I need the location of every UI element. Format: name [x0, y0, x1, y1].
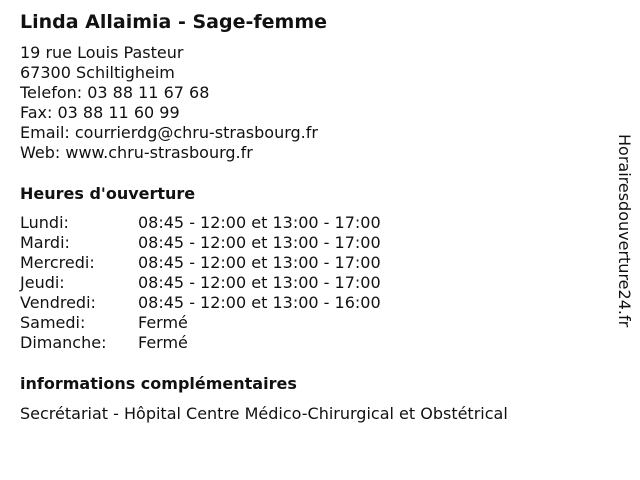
hours-row-wednesday: [20, 253, 381, 273]
hours-row-monday: [20, 213, 381, 233]
additional-info-title: informations complémentaires: [20, 374, 297, 393]
email-address: Email: courrierdg@chru-strasbourg.fr: [20, 123, 318, 142]
time-value: 08:45 - 12:00 et 13:00 - 17:00: [138, 273, 381, 292]
fax-number: Fax: 03 88 11 60 99: [20, 103, 180, 122]
contact-details: [20, 43, 318, 163]
phone-number: Telefon: 03 88 11 67 68: [20, 83, 210, 102]
hours-row-saturday: [20, 313, 381, 333]
page-title: Linda Allaimia - Sage-femme: [20, 11, 328, 33]
hours-row-sunday: [20, 333, 381, 353]
opening-hours-list: [20, 213, 381, 353]
hours-row-friday: [20, 293, 381, 313]
time-value: 08:45 - 12:00 et 13:00 - 17:00: [138, 233, 381, 252]
time-value: 08:45 - 12:00 et 13:00 - 17:00: [138, 253, 381, 272]
day-label: Samedi:: [20, 313, 86, 332]
day-label: Jeudi:: [20, 273, 65, 292]
time-value: 08:45 - 12:00 et 13:00 - 17:00: [138, 213, 381, 232]
time-value: 08:45 - 12:00 et 13:00 - 16:00: [138, 293, 381, 312]
time-value: Fermé: [138, 333, 188, 352]
hours-row-thursday: [20, 273, 381, 293]
website-address: Web: www.chru-strasbourg.fr: [20, 143, 253, 162]
hours-row-tuesday: [20, 233, 381, 253]
site-watermark: Horairesdouverture24.fr: [615, 134, 634, 328]
day-label: Dimanche:: [20, 333, 107, 352]
day-label: Vendredi:: [20, 293, 96, 312]
additional-info-text: Secrétariat - Hôpital Centre Médico-Chirurgical et Obstétrical: [20, 404, 508, 423]
street-address: 19 rue Louis Pasteur: [20, 43, 184, 62]
day-label: Lundi:: [20, 213, 69, 232]
opening-hours-title: Heures d'ouverture: [20, 184, 196, 203]
day-label: Mardi:: [20, 233, 70, 252]
day-label: Mercredi:: [20, 253, 95, 272]
postal-city: 67300 Schiltigheim: [20, 63, 175, 82]
time-value: Fermé: [138, 313, 188, 332]
